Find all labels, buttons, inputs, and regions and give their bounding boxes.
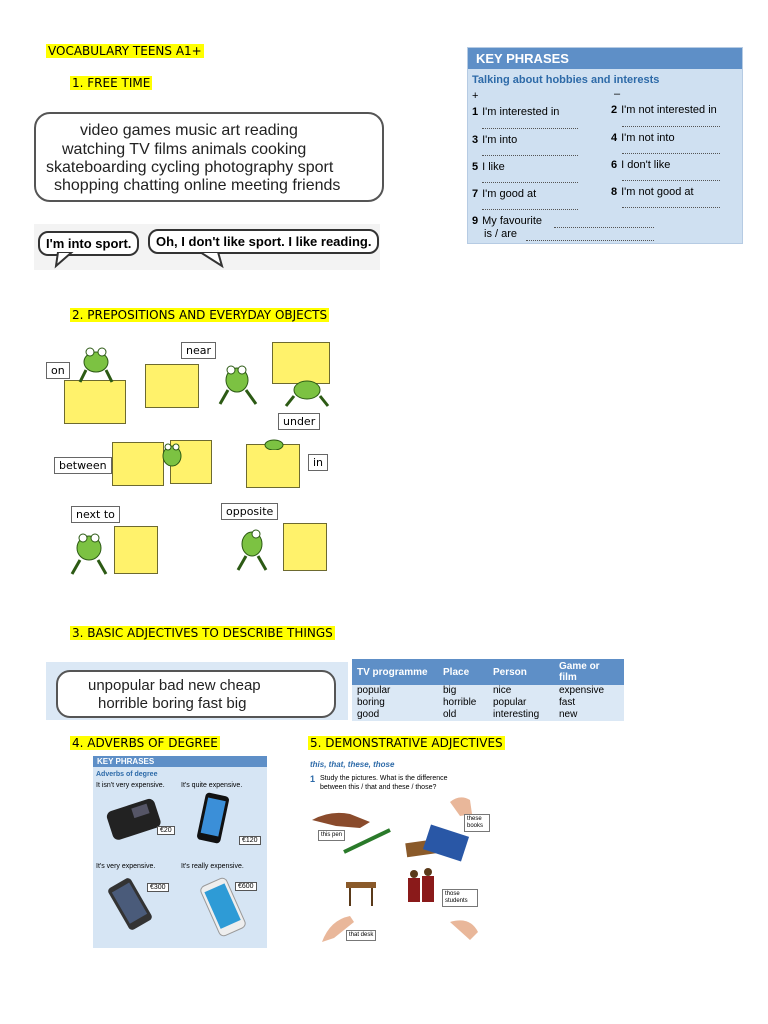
label-in: in xyxy=(308,454,328,471)
adjectives-bubble xyxy=(56,670,336,718)
tag-that-desk: that desk xyxy=(346,930,376,941)
section-1-heading: 1. FREE TIME xyxy=(72,76,151,90)
speech-bubble-right: Oh, I don't like sport. I like reading. xyxy=(148,229,379,254)
instruction-number: 1 xyxy=(310,774,316,784)
section-3-heading: 3. BASIC ADJECTIVES TO DESCRIBE THINGS xyxy=(72,626,333,640)
key-phrases-title: KEY PHRASES xyxy=(468,48,742,69)
phrase-item: 7 I'm good at xyxy=(472,188,537,200)
section-5-heading: 5. DEMONSTRATIVE ADJECTIVES xyxy=(310,736,503,750)
dotted-line xyxy=(622,153,720,154)
dotted-line xyxy=(622,180,720,181)
label-under: under xyxy=(278,413,320,430)
label-next-to: next to xyxy=(71,506,120,523)
table-cell: old xyxy=(438,709,488,721)
tag-this-pen: this pen xyxy=(318,830,345,841)
speech-bubble-left: I'm into sport. xyxy=(38,231,139,256)
phrase-item: 5 I like xyxy=(472,161,505,173)
vocab-line: shopping chatting online meeting friends xyxy=(54,177,341,194)
frog-icon xyxy=(66,528,112,576)
label-opposite: opposite xyxy=(221,503,278,520)
price-tag: €120 xyxy=(239,836,261,845)
label-near: near xyxy=(181,342,216,359)
box xyxy=(246,444,300,488)
phrase-item: 8 I'm not good at xyxy=(611,186,694,198)
table-cell: boring xyxy=(352,697,438,709)
free-time-vocab-bubble xyxy=(34,112,384,202)
label-between: between xyxy=(54,457,112,474)
table-cell: popular xyxy=(352,685,438,697)
adjectives-table xyxy=(352,659,624,721)
adverbs-panel-title: KEY PHRASES xyxy=(93,756,267,767)
adverb-caption: It's very expensive. xyxy=(96,863,156,870)
phrase-item: 3 I'm into xyxy=(472,134,518,146)
dotted-line xyxy=(622,207,720,208)
instruction-text: Study the pictures. What is the difference xyxy=(320,775,448,782)
dotted-line xyxy=(526,240,654,241)
box xyxy=(114,526,158,574)
frog-icon xyxy=(212,358,262,408)
vocab-line: skateboarding cycling photography sport xyxy=(46,159,334,176)
adjectives-table-wrap xyxy=(352,659,624,721)
price-tag: €600 xyxy=(235,882,257,891)
adverbs-subtitle: Adverbs of degree xyxy=(96,771,158,778)
label-on: on xyxy=(46,362,70,379)
table-cell: fast xyxy=(554,697,624,709)
smartphone-icon xyxy=(193,792,233,852)
box xyxy=(145,364,199,408)
table-cell: big xyxy=(438,685,488,697)
table-cell: good xyxy=(352,709,438,721)
minus-sign: – xyxy=(614,88,621,100)
dotted-line xyxy=(622,126,720,127)
phrase-item: 6 I don't like xyxy=(611,159,671,171)
phrase-item: 9 My favourite xyxy=(472,215,543,227)
table-cell: new xyxy=(554,709,624,721)
adverb-caption: It's really expensive. xyxy=(181,863,244,870)
table-cell: popular xyxy=(488,697,554,709)
box xyxy=(64,380,126,424)
key-phrases-hobbies-panel xyxy=(467,47,743,244)
table-cell: interesting xyxy=(488,709,554,721)
dotted-line xyxy=(554,227,654,228)
tag-these-books: these books xyxy=(464,814,490,832)
adverb-caption: It isn't very expensive. xyxy=(96,782,165,789)
frog-icon xyxy=(156,438,188,478)
frog-icon xyxy=(262,436,286,450)
dotted-line xyxy=(482,209,578,210)
speech-tails xyxy=(50,252,230,270)
table-cell: expensive xyxy=(554,685,624,697)
phone-icon xyxy=(105,798,165,840)
tag-those-students: those students xyxy=(442,889,478,907)
section-4-heading: 4. ADVERBS OF DEGREE xyxy=(72,736,218,750)
plus-sign: + xyxy=(472,90,479,102)
price-tag: €20 xyxy=(157,826,175,835)
phrase-item: 2 I'm not interested in xyxy=(611,104,717,116)
frog-icon xyxy=(72,342,120,384)
frog-icon xyxy=(232,524,272,572)
adjectives-line: horrible boring fast big xyxy=(98,695,247,712)
phrase-item: 1 I'm interested in xyxy=(472,106,560,118)
demonstratives-illustration xyxy=(310,792,482,942)
frog-icon xyxy=(282,374,332,410)
table-row xyxy=(352,685,624,697)
table-header: Game or film xyxy=(554,659,624,685)
table-header: Place xyxy=(438,659,488,685)
section-2-heading: 2. PREPOSITIONS AND EVERYDAY OBJECTS xyxy=(72,308,328,322)
adjectives-line: unpopular bad new cheap xyxy=(88,677,261,694)
adverbs-panel xyxy=(93,756,267,948)
table-header: TV programme xyxy=(352,659,438,685)
table-header: Person xyxy=(488,659,554,685)
dotted-line xyxy=(482,155,578,156)
table-row xyxy=(352,709,624,721)
dotted-line xyxy=(482,182,578,183)
key-phrases-subtitle: Talking about hobbies and interests xyxy=(472,74,660,86)
phrase-item: 4 I'm not into xyxy=(611,132,675,144)
price-tag: €300 xyxy=(147,883,169,892)
table-row xyxy=(352,697,624,709)
demonstratives-subtitle: this, that, these, those xyxy=(310,760,395,769)
table-cell: nice xyxy=(488,685,554,697)
table-cell: horrible xyxy=(438,697,488,709)
box xyxy=(283,523,327,571)
instruction-text: between this / that and these / those? xyxy=(320,784,437,791)
demonstratives-panel xyxy=(308,756,484,948)
vocab-line: video games music art reading xyxy=(80,122,298,139)
dotted-line xyxy=(482,128,578,129)
adjectives-strip xyxy=(46,662,348,720)
phrase-item-line2: is / are xyxy=(484,228,518,240)
adverb-caption: It's quite expensive. xyxy=(181,782,243,789)
vocab-line: watching TV films animals cooking xyxy=(62,141,307,158)
page-title: VOCABULARY TEENS A1+ xyxy=(48,44,202,58)
